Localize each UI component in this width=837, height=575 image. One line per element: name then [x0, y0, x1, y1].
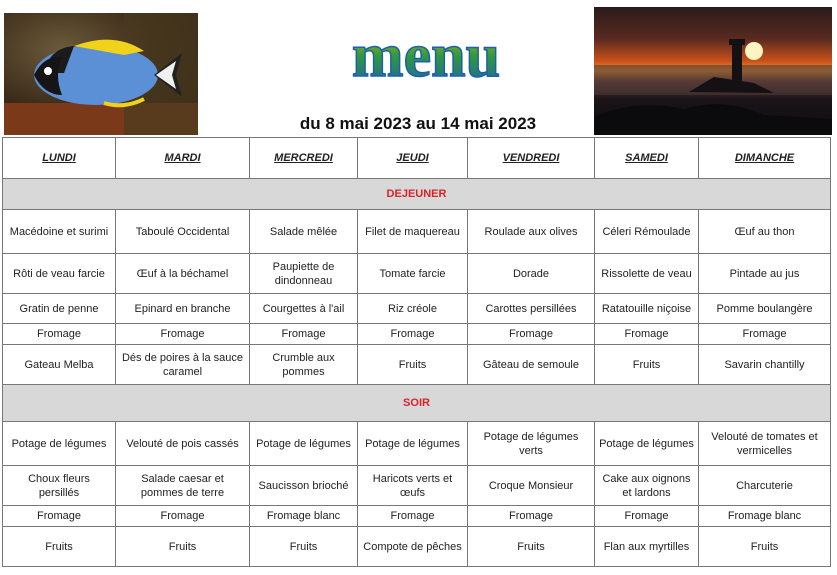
menu-cell: Pomme boulangère — [699, 294, 831, 324]
dinner-section-row — [3, 385, 831, 422]
menu-cell: Œuf à la béchamel — [116, 254, 250, 294]
menu-cell: Epinard en branche — [116, 294, 250, 324]
menu-cell: Choux fleurs persillés — [3, 466, 116, 506]
menu-cell: Compote de pêches — [358, 527, 468, 567]
menu-cell: Fruits — [116, 527, 250, 567]
menu-cell: Gâteau de semoule — [468, 345, 595, 385]
day-header: SAMEDI — [595, 138, 699, 179]
menu-cell: Ratatouille niçoise — [595, 294, 699, 324]
menu-cell: Fromage — [358, 506, 468, 527]
day-header: DIMANCHE — [699, 138, 831, 179]
menu-cell: Fromage — [250, 324, 358, 345]
menu-cell: Courgettes à l'ail — [250, 294, 358, 324]
menu-cell: Fromage — [595, 506, 699, 527]
menu-cell: Fruits — [250, 527, 358, 567]
table-row — [3, 324, 831, 345]
menu-title — [292, 30, 560, 88]
menu-cell: Gratin de penne — [3, 294, 116, 324]
date-range-subtitle: du 8 mai 2023 au 14 mai 2023 — [299, 114, 537, 133]
menu-cell: Fruits — [358, 345, 468, 385]
menu-cell: Velouté de pois cassés — [116, 422, 250, 466]
menu-cell: Fromage — [116, 324, 250, 345]
lunch-section-label — [3, 179, 831, 210]
menu-cell: Salade caesar et pommes de terre — [116, 466, 250, 506]
menu-cell: Rissolette de veau — [595, 254, 699, 294]
menu-cell: Fromage — [3, 324, 116, 345]
menu-cell: Fromage — [468, 324, 595, 345]
table-row — [3, 422, 831, 466]
menu-cell: Savarin chantilly — [699, 345, 831, 385]
menu-cell: Céleri Rémoulade — [595, 210, 699, 254]
menu-cell: Fruits — [595, 345, 699, 385]
table-row — [3, 506, 831, 527]
menu-cell: Croque Monsieur — [468, 466, 595, 506]
menu-cell: Fromage — [116, 506, 250, 527]
menu-cell: Riz créole — [358, 294, 468, 324]
menu-cell: Fromage — [699, 324, 831, 345]
fish-illustration — [4, 13, 198, 135]
menu-cell: Haricots verts et œufs — [358, 466, 468, 506]
menu-cell: Charcuterie — [699, 466, 831, 506]
menu-cell: Potage de légumes — [358, 422, 468, 466]
lunch-section-row — [3, 179, 831, 210]
menu-cell: Fromage — [358, 324, 468, 345]
menu-cell: Dés de poires à la sauce caramel — [116, 345, 250, 385]
menu-cell: Gateau Melba — [3, 345, 116, 385]
menu-cell: Carottes persillées — [468, 294, 595, 324]
menu-cell: Dorade — [468, 254, 595, 294]
fish-photo — [4, 13, 198, 135]
table-row — [3, 466, 831, 506]
day-header: VENDREDI — [468, 138, 595, 179]
menu-cell: Filet de maquereau — [358, 210, 468, 254]
weekly-menu-table — [2, 137, 831, 567]
menu-cell: Velouté de tomates et vermicelles — [699, 422, 831, 466]
day-header: LUNDI — [3, 138, 116, 179]
menu-cell: Fromage — [595, 324, 699, 345]
menu-cell: Roulade aux olives — [468, 210, 595, 254]
dinner-label: SOIR — [403, 397, 430, 409]
menu-cell: Fromage blanc — [250, 506, 358, 527]
day-header: JEUDI — [358, 138, 468, 179]
menu-cell: Fruits — [3, 527, 116, 567]
table-row — [3, 294, 831, 324]
menu-cell: Potage de légumes — [3, 422, 116, 466]
menu-cell: Œuf au thon — [699, 210, 831, 254]
table-row — [3, 210, 831, 254]
day-header-row — [3, 138, 831, 179]
menu-cell: Fromage — [3, 506, 116, 527]
menu-cell: Fromage — [468, 506, 595, 527]
menu-cell: Crumble aux pommes — [250, 345, 358, 385]
menu-cell: Paupiette de dindonneau — [250, 254, 358, 294]
menu-cell: Taboulé Occidental — [116, 210, 250, 254]
menu-cell: Tomate farcie — [358, 254, 468, 294]
menu-cell: Flan aux myrtilles — [595, 527, 699, 567]
menu-cell: Potage de légumes — [250, 422, 358, 466]
table-row — [3, 345, 831, 385]
lunch-label: DEJEUNER — [386, 188, 447, 200]
day-header: MARDI — [116, 138, 250, 179]
menu-cell: Pintade au jus — [699, 254, 831, 294]
day-header: MERCREDI — [250, 138, 358, 179]
menu-cell: Fromage blanc — [699, 506, 831, 527]
menu-cell: Salade mêlée — [250, 210, 358, 254]
menu-title-text: menu — [351, 30, 501, 88]
table-row — [3, 527, 831, 567]
menu-cell: Macédoine et surimi — [3, 210, 116, 254]
menu-cell: Fruits — [699, 527, 831, 567]
menu-cell: Cake aux oignons et lardons — [595, 466, 699, 506]
menu-cell: Potage de légumes verts — [468, 422, 595, 466]
menu-cell: Potage de légumes — [595, 422, 699, 466]
menu-cell: Rôti de veau farcie — [3, 254, 116, 294]
menu-cell: Fruits — [468, 527, 595, 567]
menu-cell: Saucisson brioché — [250, 466, 358, 506]
table-row — [3, 254, 831, 294]
dinner-section-label — [3, 385, 831, 422]
